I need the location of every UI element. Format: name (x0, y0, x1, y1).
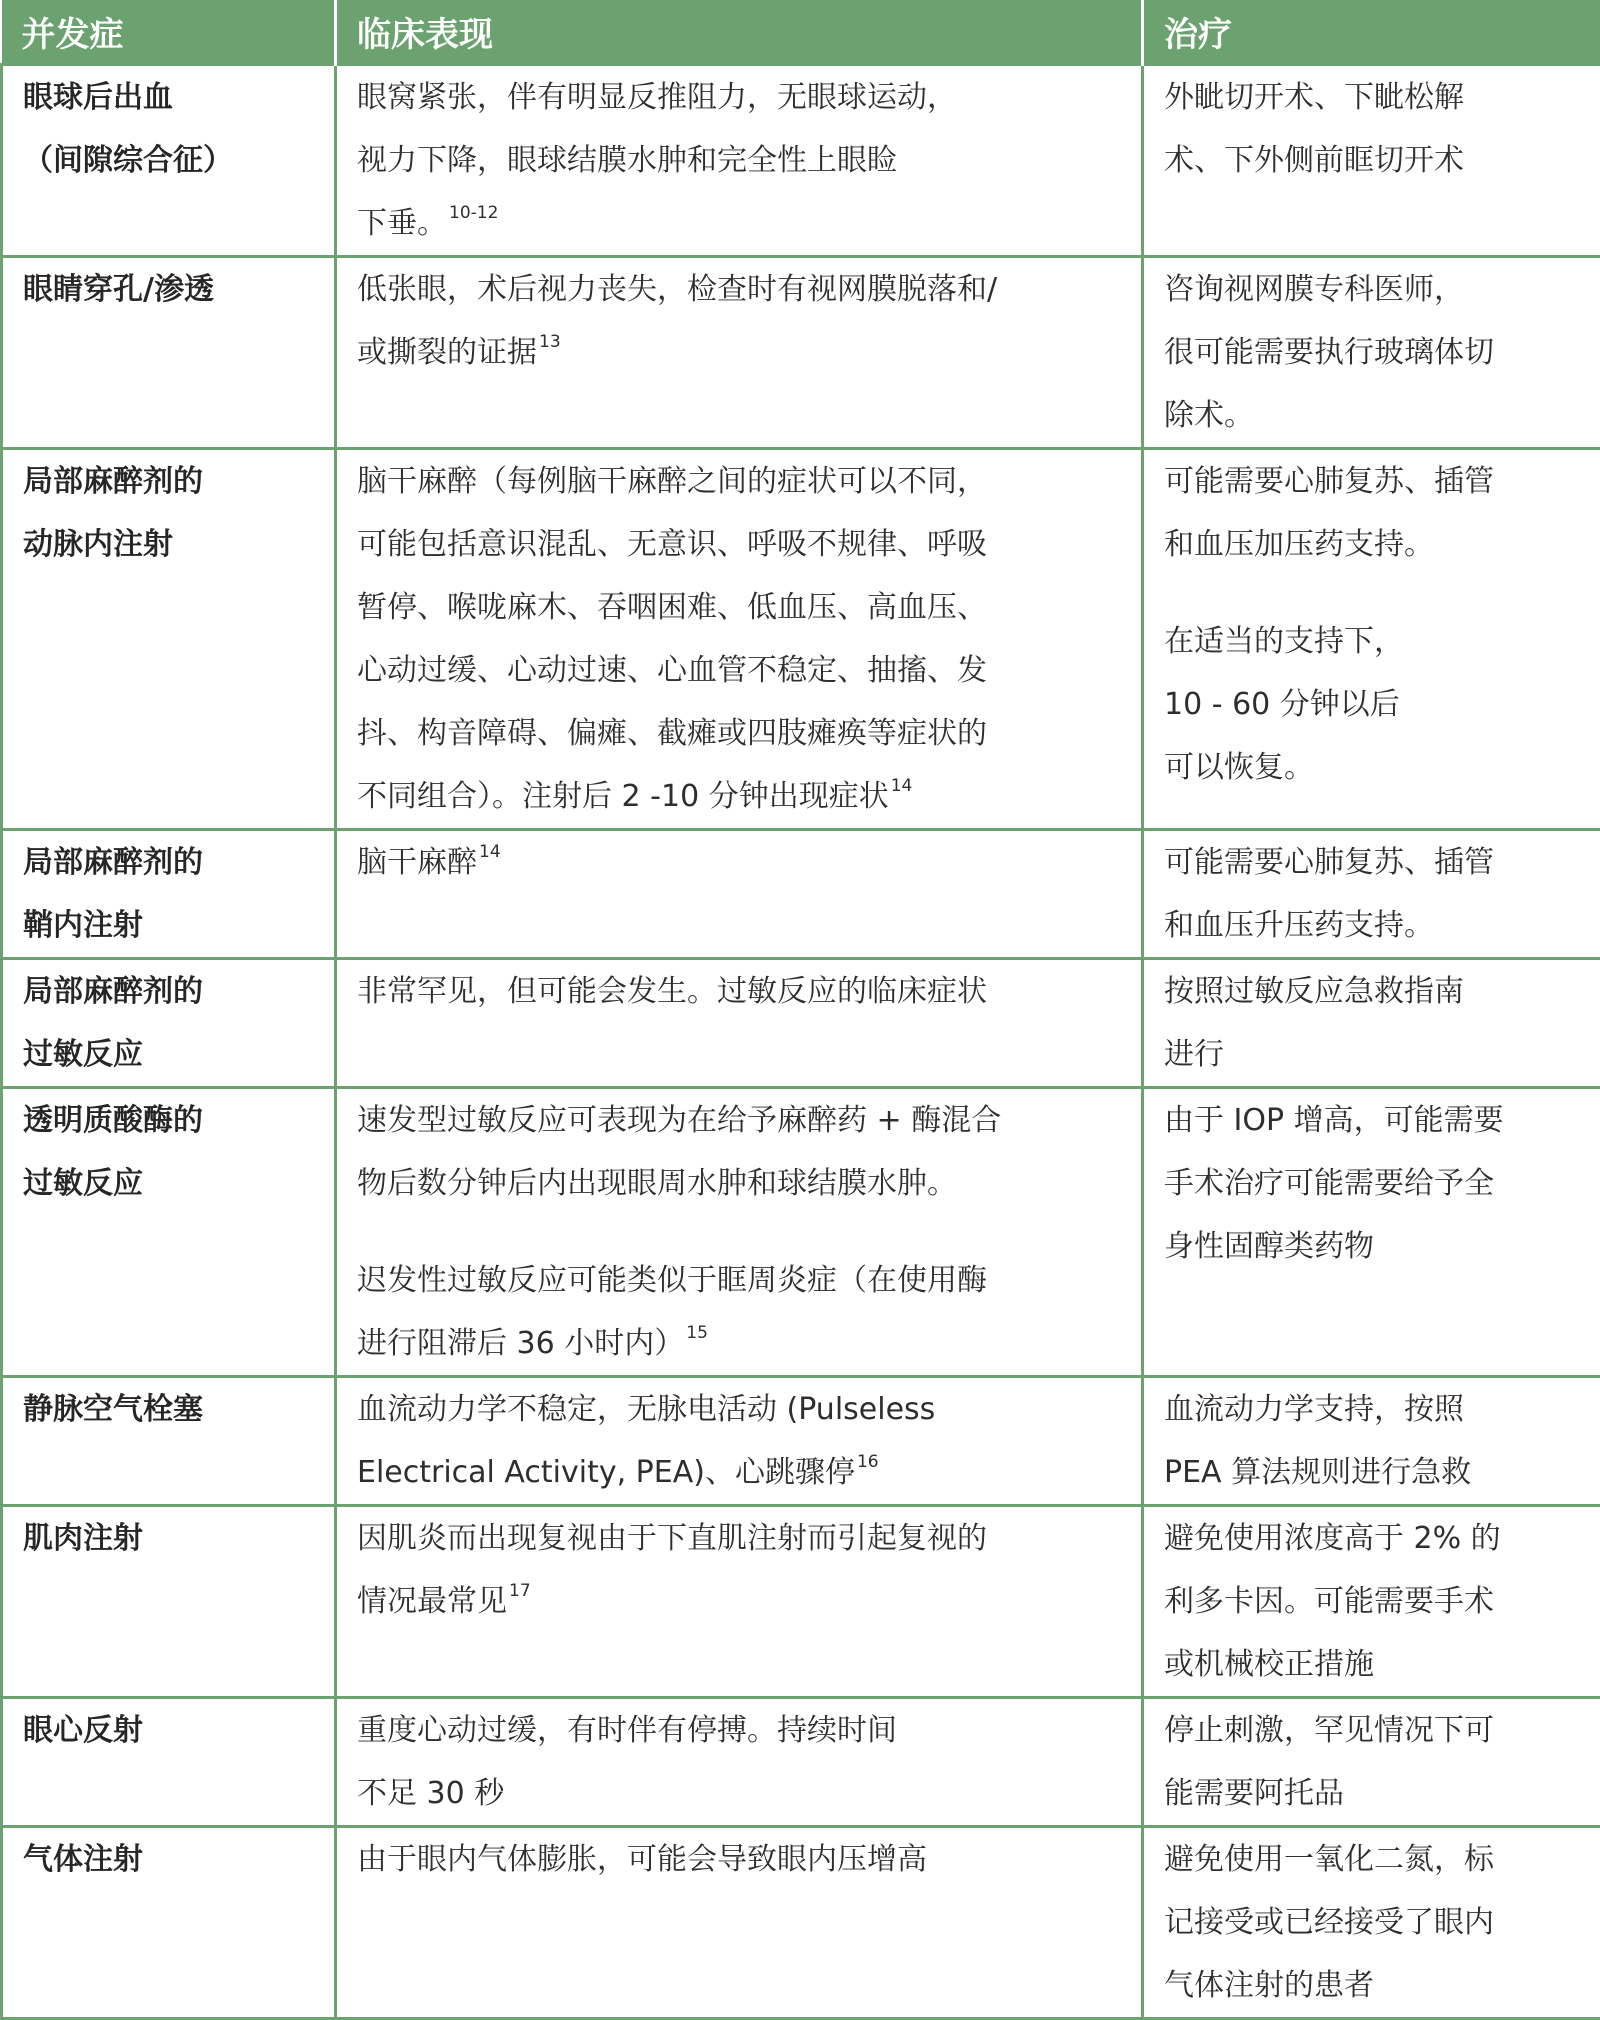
table-row (2, 829, 1600, 958)
complication-cell (2, 1376, 336, 1505)
presentation-paragraph (357, 1507, 1121, 1633)
header-presentation: 临床表现 (336, 0, 1143, 64)
complication-line: 过敏反应 (23, 1152, 314, 1215)
header-row (2, 0, 1600, 64)
presentation-cell (336, 829, 1143, 958)
treatment-line: 气体注射的患者 (1164, 1954, 1580, 2017)
treatment-cell (1143, 829, 1600, 958)
treatment-cell (1143, 1376, 1600, 1505)
complication-cell (2, 958, 336, 1087)
treatment-paragraph (1164, 1828, 1580, 2017)
presentation-line: 迟发性过敏反应可能类似于眶周炎症（在使用酶 (357, 1249, 1121, 1312)
treatment-line: 避免使用浓度高于 2% 的 (1164, 1507, 1580, 1570)
complication-line: 眼球后出血 (23, 66, 314, 129)
treatment-line: 避免使用一氧化二氮，标 (1164, 1828, 1580, 1891)
table-row (2, 1505, 1600, 1697)
treatment-line: 10 - 60 分钟以后 (1164, 673, 1580, 736)
treatment-cell (1143, 958, 1600, 1087)
complication-cell (2, 829, 336, 958)
presentation-line: 不足 30 秒 (357, 1762, 1121, 1825)
presentation-line: 或撕裂的证据 $^{13}$ (357, 321, 1121, 384)
treatment-line: 能需要阿托品 (1164, 1762, 1580, 1825)
table-row (2, 1826, 1600, 2018)
presentation-line: 情况最常见 $^{17}$ (357, 1570, 1121, 1633)
treatment-line: 或机械校正措施 (1164, 1633, 1580, 1696)
treatment-line: 和血压升压药支持。 (1164, 894, 1580, 957)
treatment-cell (1143, 448, 1600, 829)
presentation-paragraph (357, 450, 1121, 828)
presentation-line: 进行阻滞后 36 小时内） $^{15}$ (357, 1312, 1121, 1375)
complication-cell (2, 1087, 336, 1376)
presentation-paragraph (357, 1249, 1121, 1375)
reference-superscript: 14 (479, 842, 501, 862)
complication-cell (2, 448, 336, 829)
table-body (2, 64, 1600, 2018)
treatment-paragraph (1164, 610, 1580, 799)
treatment-paragraph (1164, 1507, 1580, 1696)
presentation-line: 因肌炎而出现复视由于下直肌注射而引起复视的 (357, 1507, 1121, 1570)
treatment-line: 可能需要心肺复苏、插管 (1164, 831, 1580, 894)
treatment-line: 很可能需要执行玻璃体切 (1164, 321, 1580, 384)
treatment-line: 身性固醇类药物 (1164, 1215, 1580, 1278)
presentation-cell (336, 958, 1143, 1087)
treatment-line: 在适当的支持下， (1164, 610, 1580, 673)
presentation-line: 脑干麻醉 $^{14}$ (357, 831, 1121, 894)
presentation-line: 重度心动过缓，有时伴有停搏。持续时间 (357, 1699, 1121, 1762)
presentation-paragraph (357, 1378, 1121, 1504)
presentation-line: 血流动力学不稳定，无脉电活动 (Pulseless (357, 1378, 1121, 1441)
presentation-line: Electrical Activity, PEA)、心跳骤停 $^{16}$ (357, 1441, 1121, 1504)
treatment-line: 血流动力学支持，按照 (1164, 1378, 1580, 1441)
table-row (2, 448, 1600, 829)
treatment-line: 停止刺激，罕见情况下可 (1164, 1699, 1580, 1762)
presentation-cell (336, 1376, 1143, 1505)
table-header (2, 0, 1600, 64)
presentation-paragraph (357, 258, 1121, 384)
presentation-cell (336, 448, 1143, 829)
treatment-paragraph (1164, 960, 1580, 1086)
presentation-line: 不同组合）。注射后 2 -10 分钟出现症状 $^{14}$ (357, 765, 1121, 828)
treatment-line: 进行 (1164, 1023, 1580, 1086)
complication-line: 静脉空气栓塞 (23, 1378, 314, 1441)
treatment-cell (1143, 256, 1600, 448)
treatment-line: 利多卡因。可能需要手术 (1164, 1570, 1580, 1633)
complication-line: （间隙综合征） (23, 129, 314, 192)
presentation-line: 低张眼，术后视力丧失，检查时有视网膜脱落和/ (357, 258, 1121, 321)
table-row (2, 1697, 1600, 1826)
treatment-line: 按照过敏反应急救指南 (1164, 960, 1580, 1023)
header-treatment: 治疗 (1143, 0, 1600, 64)
complication-line: 局部麻醉剂的 (23, 831, 314, 894)
complication-cell (2, 1826, 336, 2018)
treatment-line: 咨询视网膜专科医师， (1164, 258, 1580, 321)
complication-line: 气体注射 (23, 1828, 314, 1891)
presentation-paragraph (357, 1089, 1121, 1215)
presentation-paragraph (357, 960, 1121, 1023)
treatment-paragraph (1164, 450, 1580, 576)
table-row (2, 958, 1600, 1087)
presentation-line: 非常罕见，但可能会发生。过敏反应的临床症状 (357, 960, 1121, 1023)
presentation-cell (336, 64, 1143, 256)
presentation-cell (336, 256, 1143, 448)
presentation-line: 脑干麻醉（每例脑干麻醉之间的症状可以不同， (357, 450, 1121, 513)
complication-line: 过敏反应 (23, 1023, 314, 1086)
table-row (2, 64, 1600, 256)
treatment-line: 术、下外侧前眶切开术 (1164, 129, 1580, 192)
treatment-line: 可以恢复。 (1164, 736, 1580, 799)
treatment-line: 除术。 (1164, 384, 1580, 447)
treatment-line: 由于 IOP 增高，可能需要 (1164, 1089, 1580, 1152)
complication-cell (2, 1505, 336, 1697)
presentation-paragraph (357, 1699, 1121, 1825)
presentation-cell (336, 1697, 1143, 1826)
treatment-line: 和血压加压药支持。 (1164, 513, 1580, 576)
presentation-paragraph (357, 66, 1121, 255)
table-row (2, 1376, 1600, 1505)
presentation-line: 眼窝紧张，伴有明显反推阻力，无眼球运动， (357, 66, 1121, 129)
table-row (2, 1087, 1600, 1376)
presentation-line: 视力下降，眼球结膜水肿和完全性上眼睑 (357, 129, 1121, 192)
presentation-line: 可能包括意识混乱、无意识、呼吸不规律、呼吸 (357, 513, 1121, 576)
complication-line: 透明质酸酶的 (23, 1089, 314, 1152)
treatment-paragraph (1164, 1089, 1580, 1278)
presentation-line: 由于眼内气体膨胀，可能会导致眼内压增高 (357, 1828, 1121, 1891)
complication-line: 动脉内注射 (23, 513, 314, 576)
presentation-cell (336, 1826, 1143, 2018)
presentation-line: 速发型过敏反应可表现为在给予麻醉药 + 酶混合 (357, 1089, 1121, 1152)
treatment-paragraph (1164, 1378, 1580, 1504)
complication-line: 眼睛穿孔/渗透 (23, 258, 314, 321)
treatment-cell (1143, 64, 1600, 256)
reference-superscript: 14 (891, 776, 913, 796)
complication-line: 鞘内注射 (23, 894, 314, 957)
presentation-paragraph (357, 831, 1121, 894)
treatment-cell (1143, 1087, 1600, 1376)
table-row (2, 256, 1600, 448)
treatment-cell (1143, 1505, 1600, 1697)
presentation-line: 下垂。 $^{10-12}$ (357, 192, 1121, 255)
presentation-line: 暂停、喉咙麻木、吞咽困难、低血压、高血压、 (357, 576, 1121, 639)
complication-line: 局部麻醉剂的 (23, 450, 314, 513)
complication-cell (2, 1697, 336, 1826)
treatment-line: 外眦切开术、下眦松解 (1164, 66, 1580, 129)
treatment-paragraph (1164, 258, 1580, 447)
presentation-line: 抖、构音障碍、偏瘫、截瘫或四肢瘫痪等症状的 (357, 702, 1121, 765)
reference-superscript: 15 (686, 1323, 708, 1343)
complication-line: 肌肉注射 (23, 1507, 314, 1570)
complication-line: 眼心反射 (23, 1699, 314, 1762)
treatment-cell (1143, 1697, 1600, 1826)
treatment-line: 可能需要心肺复苏、插管 (1164, 450, 1580, 513)
complication-line: 局部麻醉剂的 (23, 960, 314, 1023)
complication-cell (2, 64, 336, 256)
reference-superscript: 16 (857, 1452, 879, 1472)
presentation-line: 物后数分钟后内出现眼周水肿和球结膜水肿。 (357, 1152, 1121, 1215)
presentation-paragraph (357, 1828, 1121, 1891)
presentation-cell (336, 1505, 1143, 1697)
header-complication: 并发症 (2, 0, 336, 64)
presentation-cell (336, 1087, 1143, 1376)
treatment-line: 手术治疗可能需要给予全 (1164, 1152, 1580, 1215)
treatment-paragraph (1164, 1699, 1580, 1825)
reference-superscript: 17 (509, 1581, 531, 1601)
treatment-cell (1143, 1826, 1600, 2018)
treatment-line: PEA 算法规则进行急救 (1164, 1441, 1580, 1504)
treatment-paragraph (1164, 831, 1580, 957)
reference-superscript: 10-12 (449, 203, 498, 223)
reference-superscript: 13 (539, 332, 561, 352)
complication-cell (2, 256, 336, 448)
treatment-line: 记接受或已经接受了眼内 (1164, 1891, 1580, 1954)
presentation-line: 心动过缓、心动过速、心血管不稳定、抽搐、发 (357, 639, 1121, 702)
treatment-paragraph (1164, 66, 1580, 192)
